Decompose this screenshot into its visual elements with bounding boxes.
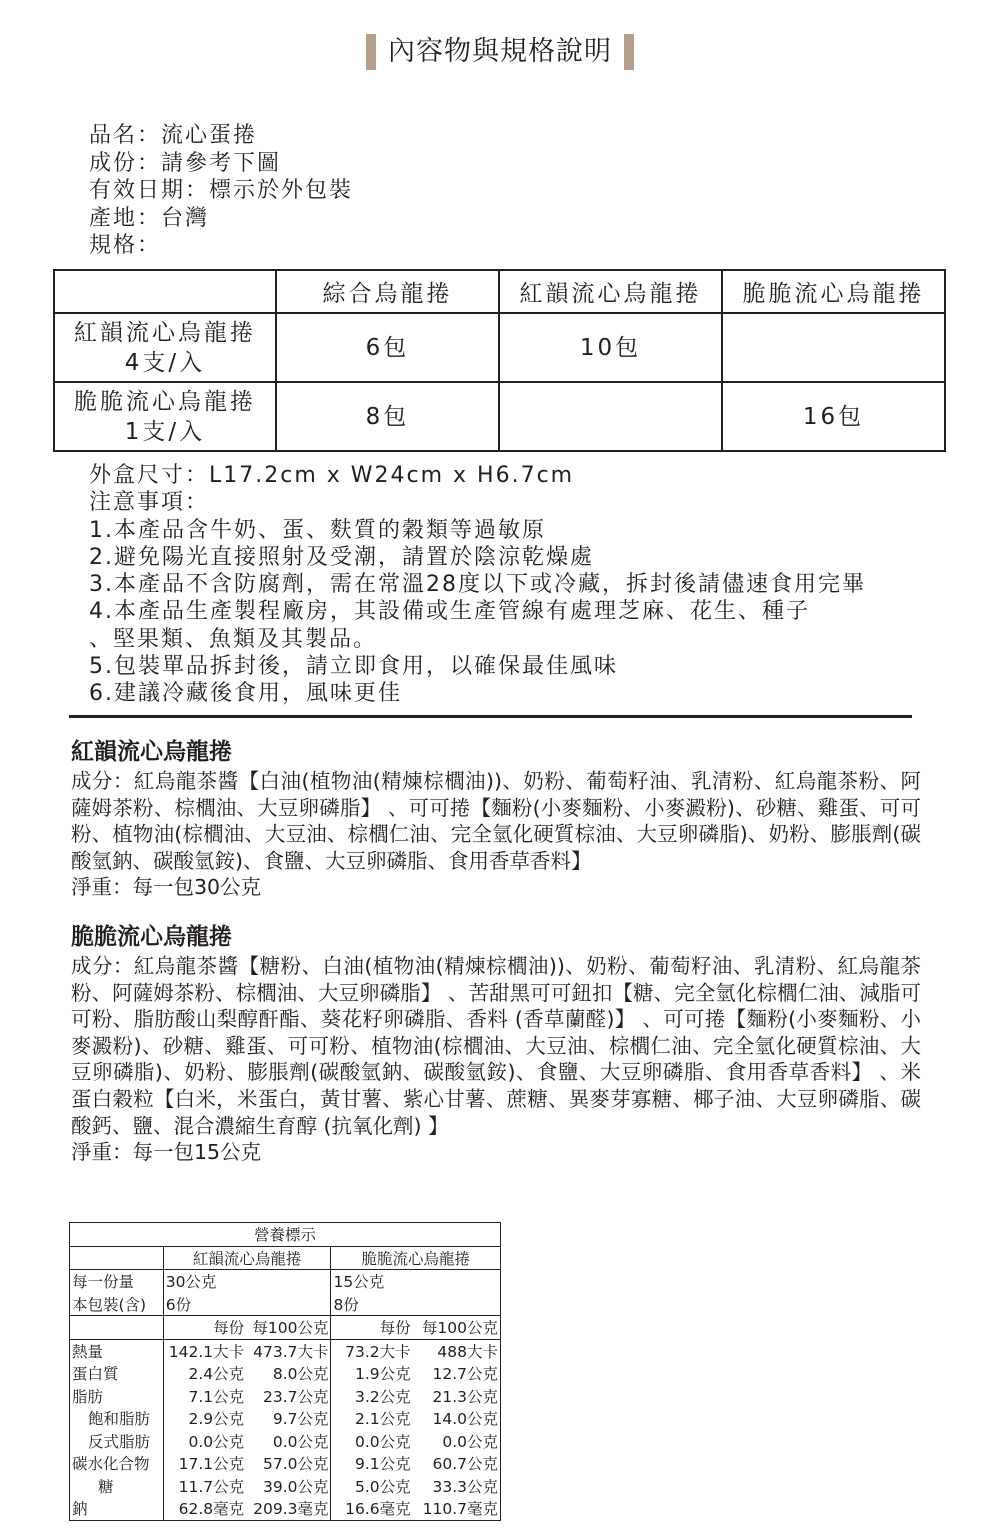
spec-row [54,382,945,451]
spec-row-label [54,382,276,451]
nutrition-serving-label: 每一份量 [70,1270,164,1293]
nutrition-product-col: 脆脆流心烏龍捲 [331,1246,501,1270]
nutrition-col-per-100g: 每100公克 [246,1316,331,1340]
product-ingredients: 成分：紅烏龍茶醬【白油(植物油(精煉棕櫚油))、奶粉、葡萄籽油、乳清粉、紅烏龍茶粉、阿薩姆茶粉、棕櫚油、大豆卵磷脂】 、可可捲【麵粉(小麥麵粉、小麥澱粉)、砂糖、雞蛋、可可粉、植物油(棕櫚油、大豆油、棕櫚仁油、完全氫化硬質棕油、大豆卵磷脂)、奶粉、膨脹劑(碳酸氫鈉、碳酸氫銨)、食鹽、大豆卵磷脂、食用香草香料】 [71,769,921,873]
nutrient-value: 2.4公克 [163,1362,246,1385]
nutrient-value: 7.1公克 [163,1385,246,1408]
nutrient-value: 0.0公克 [331,1430,413,1453]
nutrition-rows [70,1339,501,1520]
product-heading: 脆脆流心烏龍捲 [71,924,232,950]
nutrition-row [70,1362,501,1385]
spec-header-cell: 脆脆流心烏龍捲 [722,270,945,313]
meta-ingredients-ref: 成份：請參考下圖 [89,150,282,176]
nutrition-row [70,1385,501,1408]
notes-heading: 注意事項： [89,490,210,516]
spec-table [53,269,946,452]
nutrient-value: 9.7公克 [272,1410,329,1429]
nutrient-value: 62.8毫克 [163,1497,246,1520]
nutrient-value: 0.0公克 [163,1430,246,1453]
nutrient-value: 73.2大卡 [331,1339,413,1362]
note-line: 1.本產品含牛奶、蛋、麩質的穀類等過敏原 [89,517,546,543]
product-meta [89,122,353,260]
spec-header-cell: 綜合烏龍捲 [276,270,499,313]
nutrient-value: 60.7公克 [413,1452,501,1475]
meta-expiry: 有效日期：標示於外包裝 [89,178,354,203]
nutrition-row [70,1407,501,1430]
spec-cell: 10包 [499,313,722,382]
spec-header-cell [54,270,276,313]
nutrient-label: 飽和脂肪 [70,1407,164,1430]
nutrient-value: 12.7公克 [413,1362,501,1385]
meta-name: 品名：流心蛋捲 [89,123,258,148]
product-net-weight: 淨重：每一包30公克 [71,875,262,900]
spec-row-name: 紅韻流心烏龍捲 [74,319,256,346]
nutrient-value: 5.0公克 [331,1475,413,1498]
nutrition-row [70,1339,501,1362]
nutrient-label: 反式脂肪 [70,1430,164,1453]
spec-row-unit: 1支/入 [124,418,206,445]
nutrient-label: 蛋白質 [70,1362,164,1385]
nutrient-value: 488大卡 [413,1339,501,1362]
nutrient-value: 3.2公克 [331,1385,413,1408]
nutrient-value: 142.1大卡 [163,1339,246,1362]
box-size: 外盒尺寸：L17.2cm x W24cm x H6.7cm [89,463,575,488]
nutrition-row [70,1475,501,1498]
nutrition-serving-count: 8份 [331,1293,501,1316]
nutrient-value: 110.7毫克 [413,1497,501,1520]
nutrient-value: 21.3公克 [413,1385,501,1408]
nutrient-value: 473.7大卡 [246,1339,331,1362]
nutrition-product-col: 紅韻流心烏龍捲 [163,1246,331,1270]
nutrient-label: 碳水化合物 [70,1452,164,1475]
section-divider [69,715,912,718]
spec-header-cell: 紅韻流心烏龍捲 [499,270,722,313]
note-line: 6.建議冷藏後食用，風味更佳 [89,681,402,707]
nutrient-value: 9.1公克 [331,1452,413,1475]
note-line: 、堅果類、魚類及其製品。 [89,626,378,652]
meta-spec-label: 規格： [89,233,162,258]
product-section-red [71,737,921,901]
nutrition-col-per-100g: 每100公克 [413,1316,501,1340]
nutrient-label: 糖 [70,1475,164,1498]
meta-origin: 產地：台灣 [89,205,210,231]
nutrition-corner [70,1246,164,1270]
spec-row [54,313,945,382]
nutrition-col-per-serving: 每份 [163,1316,246,1340]
spec-cell [722,313,945,382]
nutrient-value: 23.7公克 [262,1387,329,1406]
note-line: 4.本產品生產製程廠房，其設備或生產管線有處理芝麻、花生、種子 [89,599,810,625]
product-heading: 紅韻流心烏龍捲 [71,739,232,765]
note-line: 3.本產品不含防腐劑，需在常溫28度以下或冷藏，拆封後請儘速食用完畢 [89,572,866,598]
nutrition-title: 營養標示 [70,1223,501,1247]
nutrient-value: 11.7公克 [163,1475,246,1498]
note-line: 5.包裝單品拆封後，請立即食用，以確保最佳風味 [89,654,618,680]
nutrient-label: 脂肪 [70,1385,164,1408]
nutrition-row [70,1497,501,1520]
nutrition-table [69,1222,501,1521]
note-line: 2.避免陽光直接照射及受潮，請置於陰涼乾燥處 [89,544,594,570]
nutrition-package-label: 本包裝(含) [70,1293,164,1316]
nutrition-row [70,1452,501,1475]
spec-cell: 6包 [276,313,499,382]
nutrition-corner [70,1316,164,1340]
nutrient-value: 1.9公克 [331,1362,413,1385]
nutrient-value: 8.0公克 [272,1365,329,1384]
page-title: 內容物與規格說明 [366,34,634,70]
nutrient-value: 2.9公克 [163,1407,246,1430]
product-section-crispy [71,922,921,1166]
nutrient-label: 鈉 [70,1497,164,1520]
nutrient-value: 0.0公克 [272,1432,329,1451]
nutrient-value: 57.0公克 [262,1455,329,1474]
spec-cell [499,382,722,451]
nutrient-value: 39.0公克 [262,1477,329,1496]
nutrient-value: 16.6毫克 [331,1497,413,1520]
nutrient-value: 2.1公克 [331,1407,413,1430]
product-ingredients: 成分：紅烏龍茶醬【糖粉、白油(植物油(精煉棕櫚油))、奶粉、葡萄籽油、乳清粉、紅烏龍茶粉、阿薩姆茶粉、棕櫚油、大豆卵磷脂】 、苦甜黑可可鈕扣【糖、完全氫化棕櫚仁油、減脂可可粉、脂肪酸山梨醇酐酯、葵花籽卵磷脂、香料 (香草蘭醛)】 、可可捲【麵粉(小麥麵粉、小麥澱粉)、砂糖、雞蛋、可可粉、植物油(棕櫚油、大豆油、棕櫚仁油、完全氫化硬質棕油、大豆卵磷脂)、奶粉、膨脹劑(碳酸氫鈉、碳酸氫銨)、食鹽、大豆卵磷脂、食用香草香料】 、米蛋白穀粒【白米，米蛋白，黃甘薯、紫心甘薯、蔗糖、異麥芽寡糖、椰子油、大豆卵磷脂、碳酸鈣、鹽、混合濃縮生育醇 (抗氧化劑) 】 [71,954,921,1138]
spec-cell: 8包 [276,382,499,451]
spec-cell: 16包 [722,382,945,451]
spec-row-name: 脆脆流心烏龍捲 [74,388,256,415]
spec-row-unit: 4支/入 [124,349,206,376]
nutrition-serving-size: 15公克 [331,1270,501,1293]
nutrition-row [70,1430,501,1453]
notes-section [89,462,866,708]
nutrition-col-per-serving: 每份 [331,1316,413,1340]
nutrition-serving-count: 6份 [163,1293,331,1316]
spec-header-row [54,270,945,313]
product-net-weight: 淨重：每一包15公克 [71,1140,262,1165]
nutrient-label: 熱量 [70,1339,164,1362]
nutrient-value: 0.0公克 [413,1430,501,1453]
nutrient-value: 14.0公克 [413,1407,501,1430]
nutrition-serving-size: 30公克 [163,1270,331,1293]
nutrient-value: 17.1公克 [163,1452,246,1475]
spec-row-label [54,313,276,382]
nutrient-value: 33.3公克 [413,1475,501,1498]
nutrient-value: 209.3毫克 [246,1497,331,1520]
